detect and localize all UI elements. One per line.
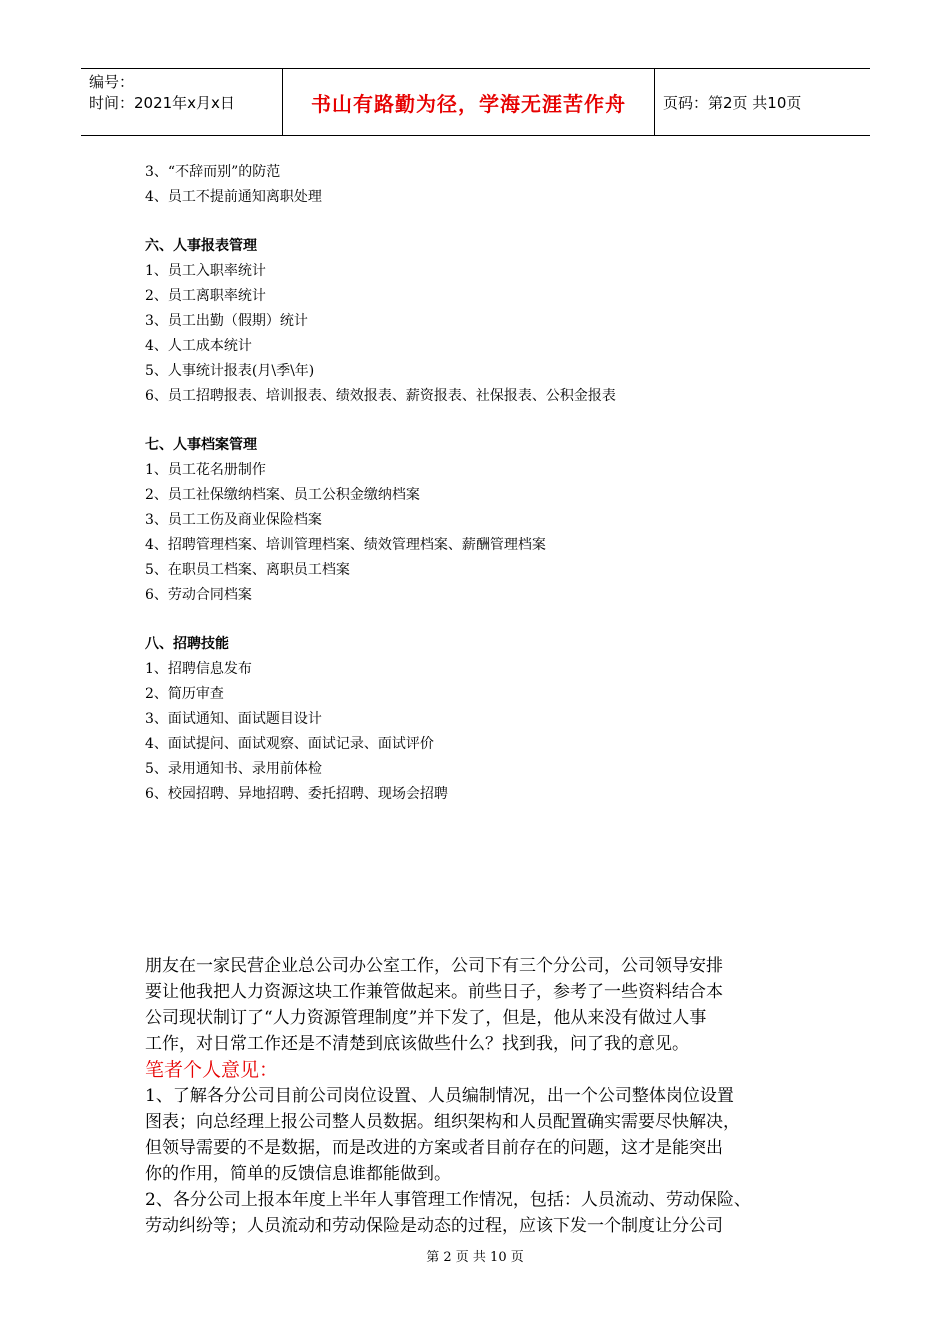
opinion-title: 笔者个人意见：: [145, 1059, 279, 1081]
list-item: 3、员工工伤及商业保险档案: [145, 512, 322, 528]
list-item: 4、人工成本统计: [145, 338, 252, 354]
paragraph-line: 图表；向总经理上报公司整人员数据。组织架构和人员配置确实需要尽快解决，: [145, 1112, 740, 1132]
list-item: 6、劳动合同档案: [145, 587, 252, 603]
list-item: 5、录用通知书、录用前体检: [145, 761, 322, 777]
paragraph-line: 1、了解各分公司目前公司岗位设置、人员编制情况，出一个公司整体岗位设置: [145, 1086, 734, 1106]
list-item: 3、员工出勤（假期）统计: [145, 313, 308, 329]
document-number-label: 编号：: [89, 73, 135, 91]
section-heading: 八、招聘技能: [145, 636, 229, 652]
paragraph-line: 公司现状制订了“人力资源管理制度”并下发了，但是，他从来没有做过人事: [145, 1008, 707, 1028]
list-item: 4、员工不提前通知离职处理: [145, 189, 322, 205]
list-item: 4、招聘管理档案、培训管理档案、绩效管理档案、薪酬管理档案: [145, 537, 546, 553]
paragraph-line: 你的作用，简单的反馈信息谁都能做到。: [145, 1164, 451, 1184]
list-item: 1、招聘信息发布: [145, 661, 252, 677]
paragraph-line: 2、各分公司上报本年度上半年人事管理工作情况，包括：人员流动、劳动保险、: [145, 1190, 751, 1210]
list-item: 2、员工社保缴纳档案、员工公积金缴纳档案: [145, 487, 420, 503]
list-item: 2、员工离职率统计: [145, 288, 266, 304]
list-item: 5、在职员工档案、离职员工档案: [145, 562, 350, 578]
list-item: 4、面试提问、面试观察、面试记录、面试评价: [145, 736, 434, 752]
paragraph-line: 要让他我把人力资源这块工作兼管做起来。前些日子，参考了一些资料结合本: [145, 982, 723, 1002]
paragraph-line: 但领导需要的不是数据，而是改进的方案或者目前存在的问题，这才是能突出: [145, 1138, 723, 1158]
document-time-label: 时间：2021年x月x日: [89, 94, 235, 112]
list-item: 1、员工入职率统计: [145, 263, 266, 279]
header-meta-cell: [81, 69, 283, 135]
paragraph-line: 劳动纠纷等；人员流动和劳动保险是动态的过程，应该下发一个制度让分公司: [145, 1216, 723, 1236]
section-heading: 七、人事档案管理: [145, 437, 257, 453]
list-item: 1、员工花名册制作: [145, 462, 266, 478]
body-prose: [145, 953, 825, 1239]
paragraph-line: 朋友在一家民营企业总公司办公室工作，公司下有三个分公司，公司领导安排: [145, 956, 723, 976]
section-heading: 六、人事报表管理: [145, 238, 257, 254]
outline-list: [145, 160, 845, 807]
list-item: 2、简历审查: [145, 686, 224, 702]
list-item: 3、“不辞而别”的防范: [145, 164, 281, 180]
list-item: 3、面试通知、面试题目设计: [145, 711, 322, 727]
list-item: 6、校园招聘、异地招聘、委托招聘、现场会招聘: [145, 786, 448, 802]
list-item: 6、员工招聘报表、培训报表、绩效报表、薪资报表、社保报表、公积金报表: [145, 388, 616, 404]
page-header: [81, 68, 870, 136]
list-item: 5、人事统计报表(月\季\年): [145, 363, 315, 379]
paragraph-line: 工作，对日常工作还是不清楚到底该做些什么？找到我，问了我的意见。: [145, 1034, 689, 1054]
header-page-label: 页码：第2页 共10页: [663, 93, 802, 112]
page-footer: 第 2 页 共 10 页: [426, 1250, 524, 1265]
header-motto: 书山有路勤为径，学海无涯苦作舟: [283, 69, 655, 135]
